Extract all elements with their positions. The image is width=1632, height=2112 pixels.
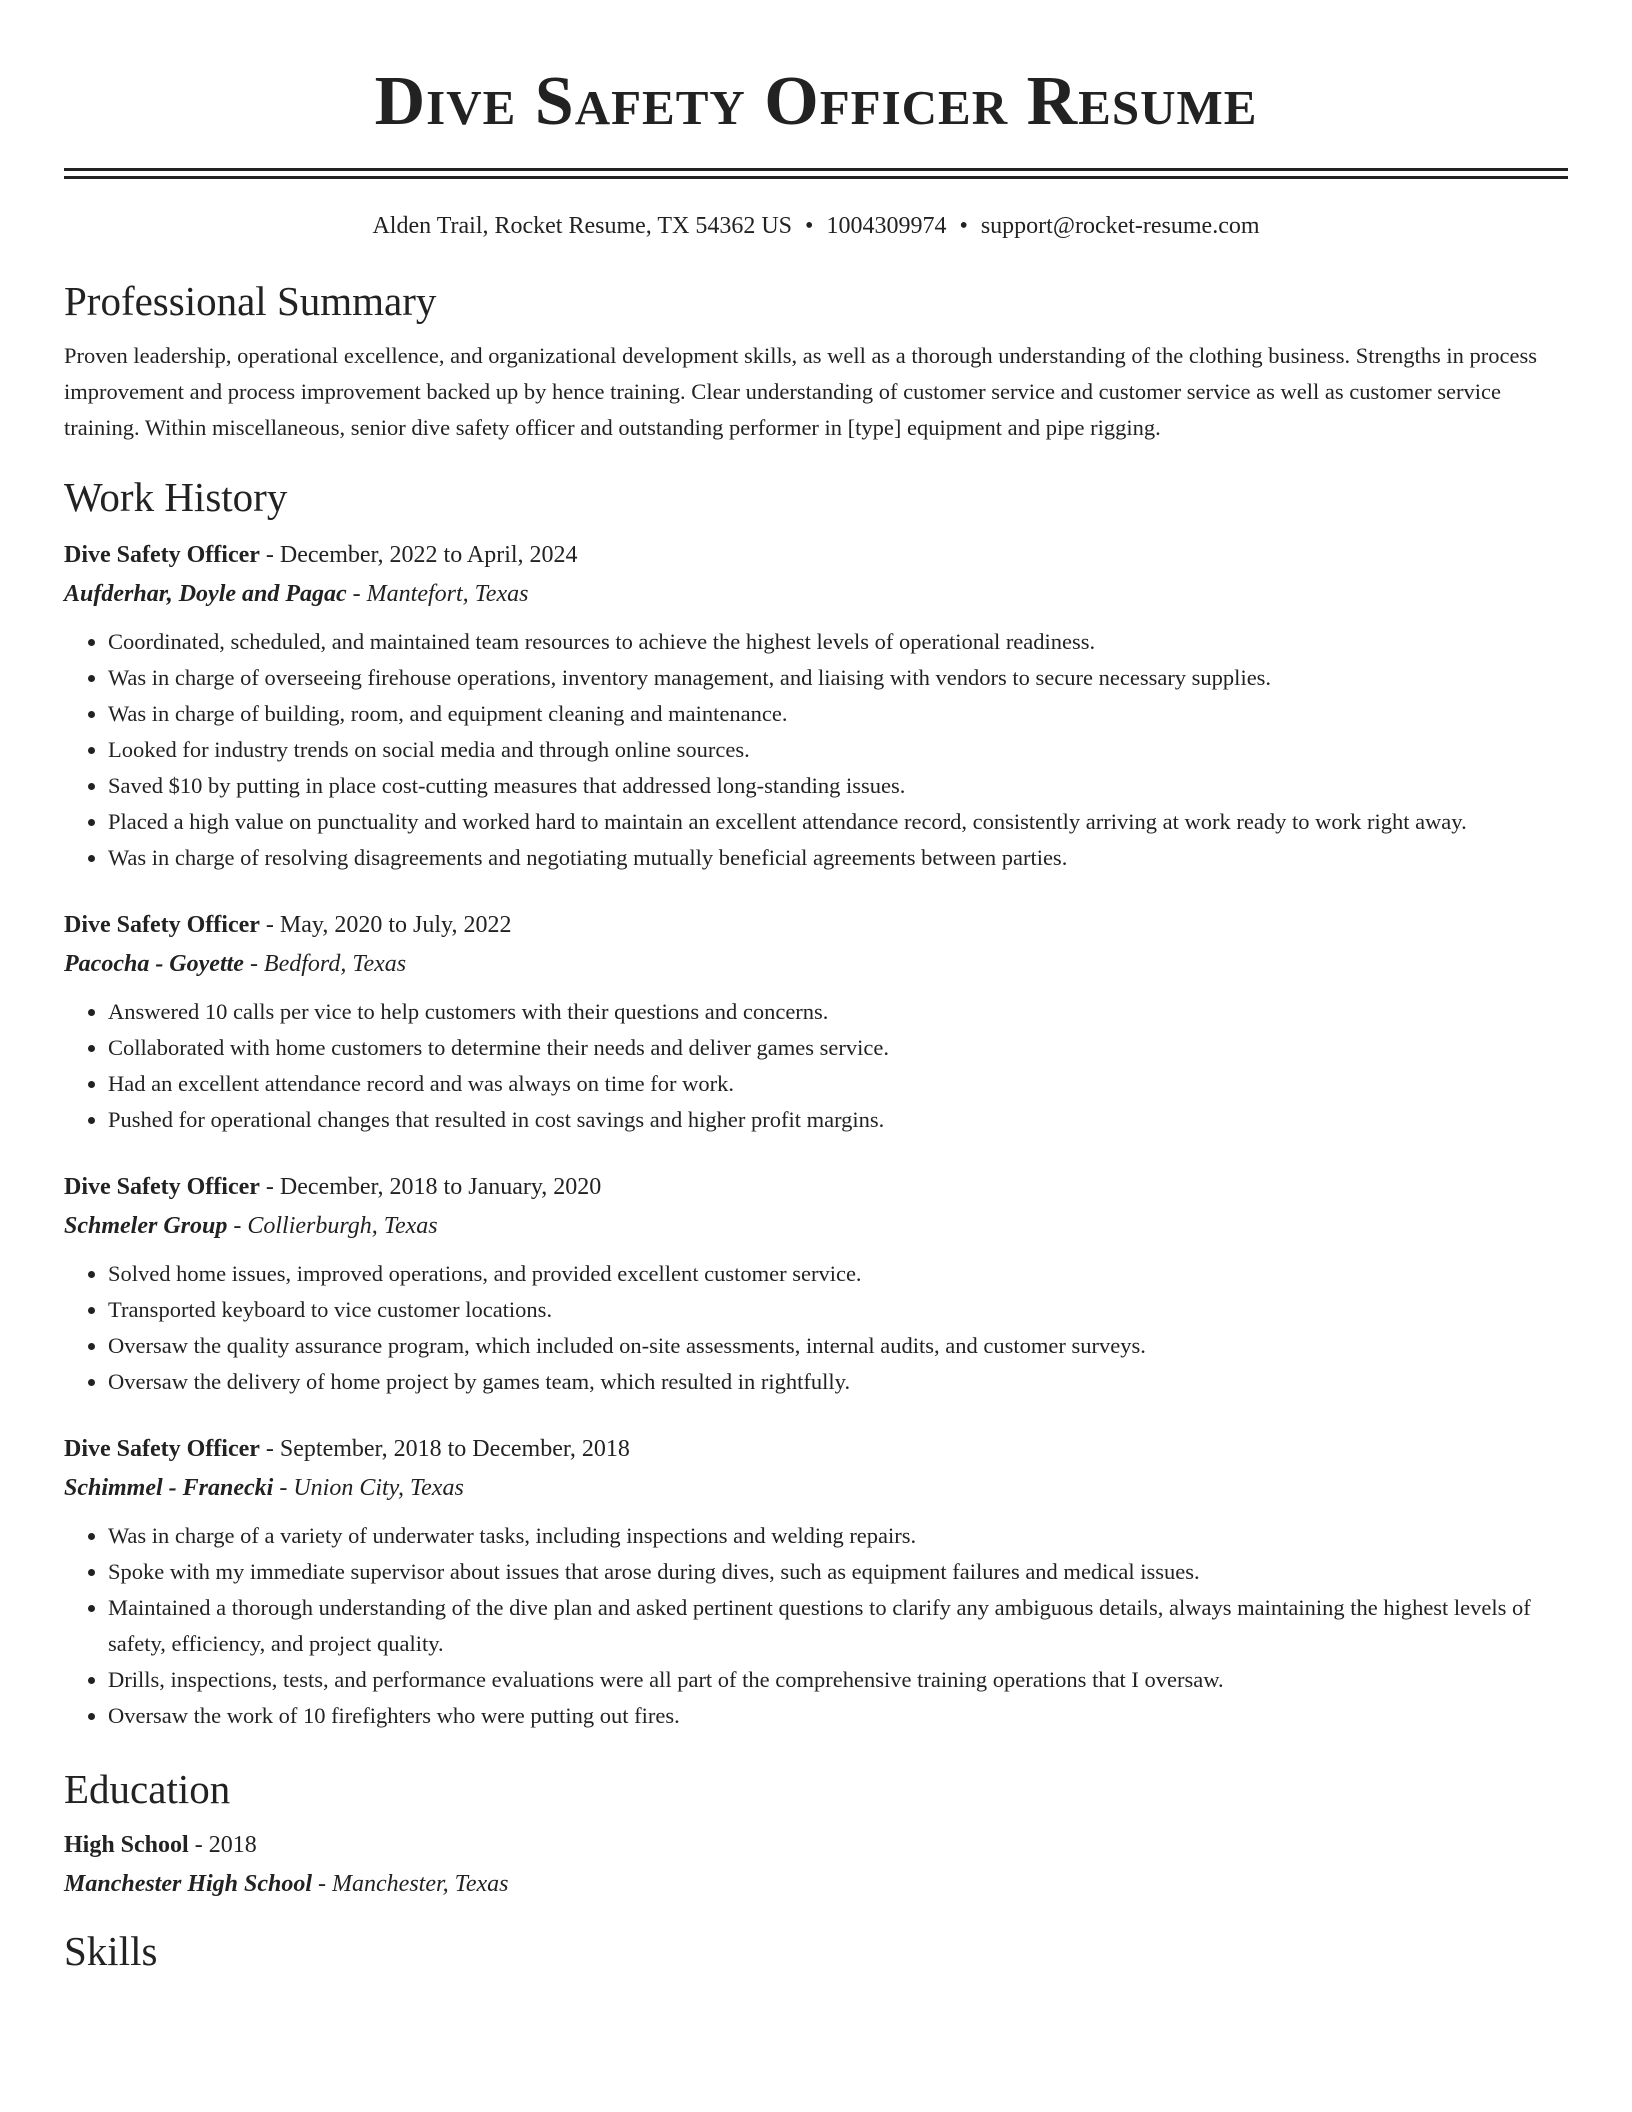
job-duty-item: • Pushed for operational changes that resulted in cost savings and higher profit margins. xyxy=(108,1102,1568,1138)
job-role: Dive Safety Officer xyxy=(64,542,260,568)
job-duties-list xyxy=(64,624,1568,876)
job-duty-item: • Had an excellent attendance record and was always on time for work. xyxy=(108,1066,1568,1102)
job-location: - Union City, Texas xyxy=(273,1475,464,1501)
contact-separator: • xyxy=(805,213,814,239)
contact-address: Alden Trail, Rocket Resume, TX 54362 US xyxy=(372,213,793,239)
job-duty-item: • Spoke with my immediate supervisor about issues that arose during dives, such as equipment failures and medical issues. xyxy=(108,1554,1568,1590)
job-dates: - September, 2018 to December, 2018 xyxy=(259,1436,630,1462)
job-duty-item: • Was in charge of a variety of underwater tasks, including inspections and welding repairs. xyxy=(108,1518,1568,1554)
job-company: Aufderhar, Doyle and Pagac xyxy=(64,581,347,607)
resume-title: Dive Safety Officer Resume xyxy=(374,63,1258,140)
education-entry xyxy=(64,1826,1568,1904)
job-duty-item: • Maintained a thorough understanding of the dive plan and asked pertinent questions to clarify any ambiguous details, always maintaining the highest levels of safety, efficiency, and project quality. xyxy=(108,1590,1568,1662)
job-duty-item: • Was in charge of resolving disagreements and negotiating mutually beneficial agreements between parties. xyxy=(108,840,1568,876)
education-degree: High School xyxy=(64,1832,189,1858)
job-company: Schmeler Group xyxy=(64,1213,228,1239)
summary-heading: Professional Summary xyxy=(64,278,437,324)
education-heading: Education xyxy=(64,1766,231,1812)
job-entry xyxy=(64,1168,1568,1400)
job-title-line xyxy=(64,1430,1568,1468)
job-company: Schimmel - Franecki xyxy=(64,1475,274,1501)
job-title-line xyxy=(64,906,1568,944)
job-duty-item: • Coordinated, scheduled, and maintained team resources to achieve the highest levels of operational readiness. xyxy=(108,624,1568,660)
job-duty-item: • Was in charge of overseeing firehouse operations, inventory management, and liaising with vendors to secure necessary supplies. xyxy=(108,660,1568,696)
job-company-line xyxy=(64,574,1568,614)
contact-email: support@rocket-resume.com xyxy=(980,213,1260,239)
job-dates: - May, 2020 to July, 2022 xyxy=(259,912,512,938)
job-dates: - December, 2018 to January, 2020 xyxy=(259,1174,602,1200)
job-title-line xyxy=(64,1168,1568,1206)
job-entry xyxy=(64,1430,1568,1734)
job-entry xyxy=(64,536,1568,876)
job-duty-item: • Drills, inspections, tests, and performance evaluations were all part of the comprehensive training operations that I oversaw. xyxy=(108,1662,1568,1698)
skills-heading: Skills xyxy=(64,1928,158,1974)
job-duty-item: • Oversaw the delivery of home project by games team, which resulted in rightfully. xyxy=(108,1364,1568,1400)
job-duties-list xyxy=(64,1256,1568,1400)
contact-phone: 1004309974 xyxy=(826,213,947,239)
job-title-line xyxy=(64,536,1568,574)
job-duty-item: • Saved $10 by putting in place cost-cutting measures that addressed long-standing issues. xyxy=(108,768,1568,804)
job-dates: - December, 2022 to April, 2024 xyxy=(259,542,578,568)
job-duties-list xyxy=(64,994,1568,1138)
job-company-line xyxy=(64,944,1568,984)
education-school: Manchester High School xyxy=(64,1871,313,1897)
education-location: - Manchester, Texas xyxy=(312,1871,509,1897)
job-location: - Mantefort, Texas xyxy=(346,581,529,607)
job-duty-item: • Oversaw the quality assurance program, which included on-site assessments, internal audits, and customer surveys. xyxy=(108,1328,1568,1364)
job-duty-item: • Was in charge of building, room, and equipment cleaning and maintenance. xyxy=(108,696,1568,732)
job-duty-item: • Looked for industry trends on social media and through online sources. xyxy=(108,732,1568,768)
education-degree-line xyxy=(64,1826,1568,1864)
contact-line xyxy=(64,209,1568,243)
job-duty-item: • Collaborated with home customers to determine their needs and deliver games service. xyxy=(108,1030,1568,1066)
summary-text: Proven leadership, operational excellence, and organizational development skills, as well as a thorough understanding of the clothing business. Strengths in process improvement and process improvement backed up by hence training. Clear understanding of customer service and customer service as well as customer service training. Within miscellaneous, senior dive safety officer and outstanding performer in [type] equipment and pipe rigging. xyxy=(64,343,1537,440)
job-duty-item: • Oversaw the work of 10 firefighters who were putting out fires. xyxy=(108,1698,1568,1734)
job-company: Pacocha - Goyette xyxy=(64,951,244,977)
job-location: - Bedford, Texas xyxy=(243,951,407,977)
job-company-line xyxy=(64,1206,1568,1246)
job-duty-item: • Answered 10 calls per vice to help customers with their questions and concerns. xyxy=(108,994,1568,1030)
job-role: Dive Safety Officer xyxy=(64,912,260,938)
education-year: - 2018 xyxy=(188,1832,257,1858)
job-location: - Collierburgh, Texas xyxy=(227,1213,438,1239)
job-entry xyxy=(64,906,1568,1138)
title-divider xyxy=(64,168,1568,179)
work-history-heading: Work History xyxy=(64,474,288,520)
job-role: Dive Safety Officer xyxy=(64,1174,260,1200)
education-school-line xyxy=(64,1864,1568,1904)
job-duty-item: • Placed a high value on punctuality and worked hard to maintain an excellent attendance record, consistently arriving at work ready to work right away. xyxy=(108,804,1568,840)
work-history-list xyxy=(64,536,1568,1734)
job-duty-item: • Transported keyboard to vice customer locations. xyxy=(108,1292,1568,1328)
contact-separator: • xyxy=(959,213,968,239)
job-company-line xyxy=(64,1468,1568,1508)
job-role: Dive Safety Officer xyxy=(64,1436,260,1462)
job-duties-list xyxy=(64,1518,1568,1734)
job-duty-item: • Solved home issues, improved operations, and provided excellent customer service. xyxy=(108,1256,1568,1292)
